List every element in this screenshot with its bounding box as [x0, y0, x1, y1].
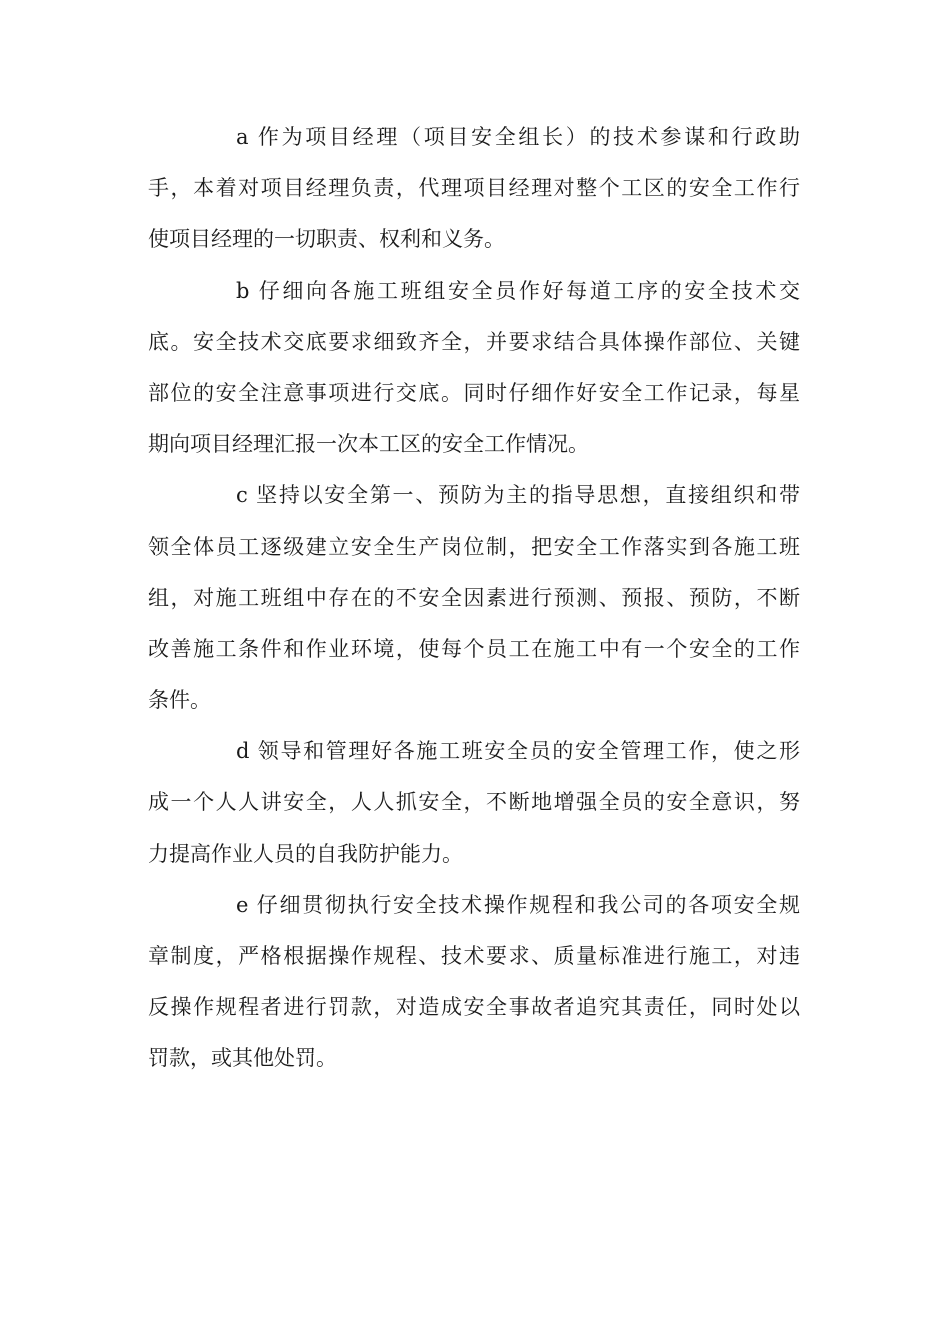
paragraph-line: 使项目经理的一切职责、权利和义务。 [148, 227, 505, 252]
paragraph-line: b 仔细向各施工班组安全员作好每道工序的安全技术交 [236, 278, 800, 303]
paragraph-c [148, 470, 800, 726]
paragraph-line: d 领导和管理好各施工班安全员的安全管理工作，使之形 [236, 739, 800, 764]
paragraph-line: e 仔细贯彻执行安全技术操作规程和我公司的各项安全规 [236, 892, 800, 917]
paragraph-line: a 作为项目经理（项目安全组长）的技术参谋和行政助 [236, 125, 800, 149]
paragraph-line: 期向项目经理汇报一次本工区的安全工作情况。 [148, 432, 589, 457]
paragraph-line: 组，对施工班组中存在的不安全因素进行预测、预报、预防，不断 [148, 585, 800, 610]
paragraph-line: 底。安全技术交底要求细致齐全，并要求结合具体操作部位、关键 [148, 329, 800, 354]
paragraph-e [148, 880, 800, 1085]
paragraph-line: 章制度，严格根据操作规程、技术要求、质量标准进行施工，对违 [148, 944, 800, 968]
document-body [148, 112, 800, 1085]
paragraph-line: 手，本着对项目经理负责，代理项目经理对整个工区的安全工作行 [148, 176, 800, 201]
paragraph-d [148, 726, 800, 880]
paragraph-b [148, 266, 800, 471]
paragraph-line: 部位的安全注意事项进行交底。同时仔细作好安全工作记录，每星 [148, 380, 800, 405]
paragraph-a [148, 112, 800, 266]
paragraph-line: 领全体员工逐级建立安全生产岗位制，把安全工作落实到各施工班 [148, 534, 800, 559]
paragraph-line: 改善施工条件和作业环境，使每个员工在施工中有一个安全的工作 [148, 636, 800, 661]
paragraph-line: 成一个人人讲安全，人人抓安全，不断地增强全员的安全意识，努 [148, 790, 800, 815]
paragraph-line: 条件。 [148, 688, 211, 713]
paragraph-line: c 坚持以安全第一、预防为主的指导思想，直接组织和带 [236, 483, 800, 508]
paragraph-line: 反操作规程者进行罚款，对造成安全事故者追究其责任，同时处以 [148, 995, 800, 1020]
paragraph-line: 力提高作业人员的自我防护能力。 [148, 841, 463, 866]
paragraph-line: 罚款，或其他处罚。 [148, 1046, 337, 1071]
